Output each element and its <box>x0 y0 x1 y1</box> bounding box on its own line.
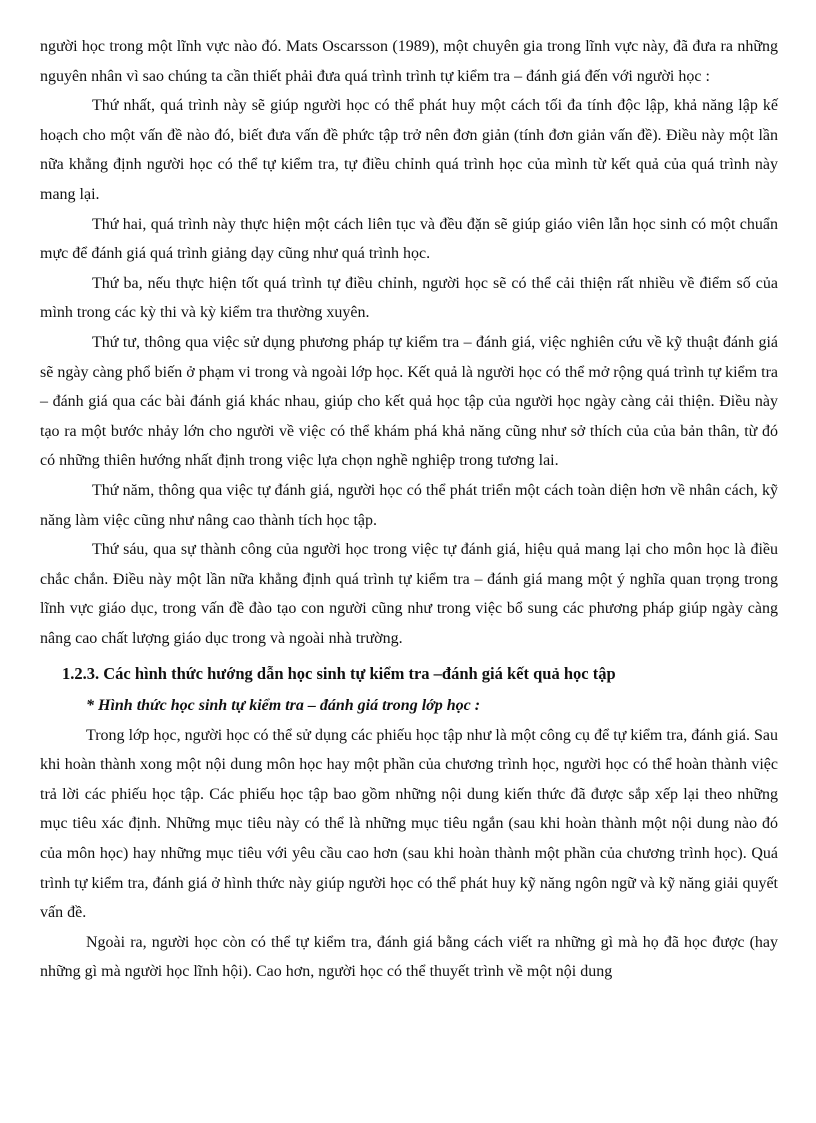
paragraph-classroom-form: Trong lớp học, người học có thể sử dụng các phiếu học tập như là một công cụ để tự kiểm tra, đánh giá. Sau khi hoàn thành xong một nội dung môn học hay một phần của chương trình học, người học có thể hoàn thành việc trả lời các phiếu học tập. Các phiếu học tập bao gồm những nội dung kiến thức đã được sắp xếp lại theo những mục tiêu xác định. Những mục tiêu này có thể là những mục tiêu ngắn (sau khi hoàn thành một nội dung nào đó của môn học) hay những mục tiêu với yêu cầu cao hơn (sau khi hoàn thành một phần của chương trình học). Quá trình tự kiểm tra, đánh giá ở hình thức này giúp người học có thể phát huy kỹ năng ngôn ngữ và kỹ năng giải quyết vấn đề. <box>40 726 778 922</box>
paragraph-intro: người học trong một lĩnh vực nào đó. Mats Oscarsson (1989), một chuyên gia trong lĩnh vực này, đã đưa ra những nguyên nhân vì sao chúng ta cần thiết phải đưa quá trình trình tự kiểm tra – đánh giá đến với người học : <box>40 38 778 85</box>
paragraph-first-reason: Thứ nhất, quá trình này sẽ giúp người học có thể phát huy một cách tối đa tính độc lập, khả năng lập kế hoạch cho một vấn đề nào đó, biết đưa vấn đề phức tập trở nên đơn giản (tính đơn giản vấn đề). Điều này một lần nữa khẳng định người học có thể tự kiểm tra, tự điều chỉnh quá trình học của mình từ kết quả của quá trình này mang lại. <box>40 97 778 203</box>
paragraph-additional-form: Ngoài ra, người học còn có thể tự kiểm tra, đánh giá bằng cách viết ra những gì mà họ đã học được (hay những gì mà người học lĩnh hội). Cao hơn, người học có thể thuyết trình về một nội dung <box>40 933 778 981</box>
section-subheading: * Hình thức học sinh tự kiểm tra – đánh giá trong lớp học : <box>86 697 481 715</box>
paragraph-third-reason: Thứ ba, nếu thực hiện tốt quá trình tự điều chỉnh, người học sẽ có thể cải thiện rất nhiều về điểm số của mình trong các kỳ thi và kỳ kiểm tra thường xuyên. <box>40 274 778 322</box>
paragraph-fourth-reason: Thứ tư, thông qua việc sử dụng phương pháp tự kiểm tra – đánh giá, việc nghiên cứu về kỹ thuật đánh giá sẽ ngày càng phổ biến ở phạm vi trong và ngoài lớp học. Kết quả là người học có thể mở rộng quá trình tự kiểm tra – đánh giá qua các bài đánh giá khác nhau, giúp cho kết quả học tập của người học ngày càng cải thiện. Điều này tạo ra một bước nhảy lớn cho người về việc có thể khám phá khả năng cũng như sở thích của của bản thân, từ đó có những thiên hướng nhất định trong việc lựa chọn nghề nghiệp trong tương lai. <box>40 333 778 470</box>
paragraph-sixth-reason: Thứ sáu, qua sự thành công của người học trong việc tự đánh giá, hiệu quả mang lại cho môn học là điều chắc chắn. Điều này một lần nữa khẳng định quá trình tự kiểm tra – đánh giá mang một ý nghĩa quan trọng trong lĩnh vực giáo dục, trong vấn đề đào tạo con người cũng như trong việc bổ sung các phương pháp giúp ngày càng nâng cao chất lượng giáo dục trong và ngoài nhà trường. <box>40 541 778 647</box>
paragraph-second-reason: Thứ hai, quá trình này thực hiện một cách liên tục và đều đặn sẽ giúp giáo viên lẫn học sinh có một chuẩn mực để đánh giá quá trình giảng dạy cũng như quá trình học. <box>40 215 778 263</box>
document-page <box>40 32 778 987</box>
paragraph-fifth-reason: Thứ năm, thông qua việc tự đánh giá, người học có thể phát triển một cách toàn diện hơn về nhân cách, kỹ năng làm việc cũng như nâng cao thành tích học tập. <box>40 481 778 529</box>
section-heading: 1.2.3. Các hình thức hướng dẫn học sinh tự kiểm tra –đánh giá kết quả học tập <box>62 664 616 684</box>
